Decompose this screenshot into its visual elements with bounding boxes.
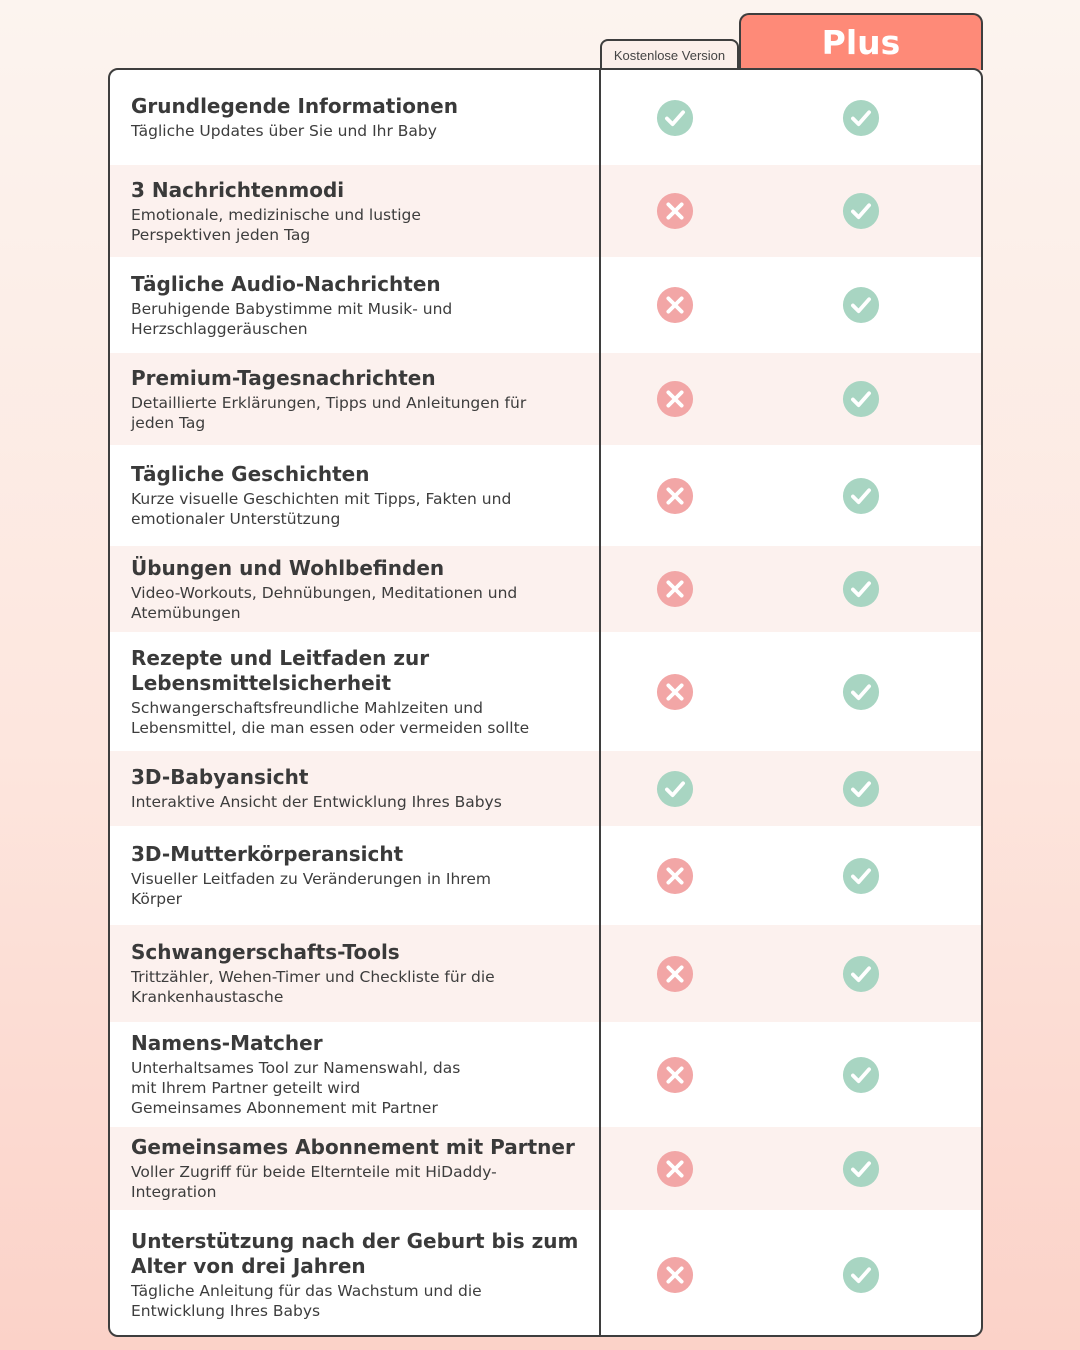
feature-text bbox=[131, 1210, 581, 1337]
feature-title: Tägliche Audio-Nachrichten bbox=[131, 271, 441, 296]
plus-availability bbox=[821, 546, 901, 632]
check-icon bbox=[842, 570, 880, 608]
feature-text bbox=[131, 70, 581, 165]
column-divider bbox=[599, 70, 601, 1335]
check-icon bbox=[656, 99, 694, 137]
feature-title: Tägliche Geschichten bbox=[131, 462, 370, 486]
cross-icon bbox=[656, 380, 694, 418]
feature-title: Rezepte und Leitfaden zur Lebensmittelsicherheit bbox=[131, 645, 430, 695]
feature-row bbox=[110, 1127, 981, 1210]
cross-icon bbox=[656, 1150, 694, 1188]
free-availability bbox=[635, 165, 715, 257]
cross-icon bbox=[656, 286, 694, 324]
feature-description bbox=[131, 792, 581, 812]
feature-description-line: Unterhaltsames Tool zur Namenswahl, das bbox=[131, 1059, 461, 1077]
feature-row bbox=[110, 1022, 981, 1127]
free-availability bbox=[635, 925, 715, 1022]
feature-row bbox=[110, 546, 981, 632]
free-availability bbox=[635, 1127, 715, 1210]
free-availability bbox=[635, 546, 715, 632]
check-icon bbox=[842, 1150, 880, 1188]
feature-title: 3D-Mutterkörperansicht bbox=[131, 842, 404, 866]
feature-text bbox=[131, 546, 581, 632]
plus-availability bbox=[821, 257, 901, 353]
feature-text bbox=[131, 445, 581, 546]
check-icon bbox=[842, 192, 880, 230]
check-icon bbox=[842, 286, 880, 324]
plus-availability bbox=[821, 165, 901, 257]
feature-text bbox=[131, 751, 581, 826]
cross-icon bbox=[656, 1256, 694, 1294]
plus-availability bbox=[821, 1210, 901, 1337]
feature-text bbox=[131, 826, 581, 925]
feature-title: Übungen und Wohlbefinden bbox=[131, 555, 445, 580]
feature-description-line: Perspektiven jeden Tag bbox=[131, 225, 311, 244]
check-icon bbox=[842, 1256, 880, 1294]
feature-description-line: Video-Workouts, Dehnübungen, Meditationen und bbox=[131, 583, 518, 602]
feature-description-line: mit Ihrem Partner geteilt wird bbox=[131, 1079, 361, 1097]
feature-description-line: Interaktive Ansicht der Entwicklung Ihres Babys bbox=[131, 793, 502, 811]
check-icon bbox=[842, 99, 880, 137]
feature-description-line: emotionaler Unterstützung bbox=[131, 510, 341, 528]
plus-availability bbox=[821, 1127, 901, 1210]
free-version-label: Kostenlose Version bbox=[613, 48, 726, 63]
feature-text bbox=[131, 632, 581, 751]
feature-row bbox=[110, 632, 981, 751]
feature-description-line: Kurze visuelle Geschichten mit Tipps, Fakten und bbox=[131, 490, 512, 508]
feature-description-line: Herzschlaggeräuschen bbox=[131, 319, 308, 338]
free-availability bbox=[635, 257, 715, 353]
check-icon bbox=[842, 380, 880, 418]
feature-title: Schwangerschafts-Tools bbox=[131, 940, 400, 964]
feature-text bbox=[131, 353, 581, 445]
feature-description bbox=[131, 489, 581, 529]
cross-icon bbox=[656, 857, 694, 895]
feature-title: Namens-Matcher bbox=[131, 1031, 323, 1055]
feature-description-line: Krankenhaustasche bbox=[131, 988, 284, 1006]
feature-text bbox=[131, 1022, 581, 1127]
feature-description bbox=[131, 698, 581, 738]
feature-title: Grundlegende Informationen bbox=[131, 94, 458, 118]
feature-description-line: Schwangerschaftsfreundliche Mahlzeiten und bbox=[131, 698, 483, 717]
feature-row bbox=[110, 445, 981, 546]
feature-description-line: Trittzähler, Wehen-Timer und Checkliste für die bbox=[131, 968, 495, 986]
feature-text bbox=[131, 165, 581, 257]
feature-title: Premium-Tagesnachrichten bbox=[131, 365, 436, 390]
cross-icon bbox=[656, 570, 694, 608]
feature-description bbox=[131, 1058, 581, 1118]
check-icon bbox=[842, 857, 880, 895]
feature-title: 3D-Babyansicht bbox=[131, 765, 309, 789]
plus-version-tab bbox=[739, 13, 983, 70]
cross-icon bbox=[656, 673, 694, 711]
feature-text bbox=[131, 257, 581, 353]
plus-version-label: Plus bbox=[821, 23, 901, 62]
feature-text bbox=[131, 925, 581, 1022]
check-icon bbox=[842, 955, 880, 993]
feature-description-line: Atemübungen bbox=[131, 603, 241, 622]
feature-description-line: Voller Zugriff für beide Elternteile mit HiDaddy- bbox=[131, 1163, 497, 1181]
feature-title: 3 Nachrichtenmodi bbox=[131, 177, 345, 202]
free-availability bbox=[635, 751, 715, 826]
plus-availability bbox=[821, 751, 901, 826]
feature-row bbox=[110, 70, 981, 165]
feature-description-line: Gemeinsames Abonnement mit Partner bbox=[131, 1099, 438, 1117]
check-icon bbox=[656, 770, 694, 808]
free-availability bbox=[635, 353, 715, 445]
cross-icon bbox=[656, 192, 694, 230]
feature-row bbox=[110, 353, 981, 445]
free-availability bbox=[635, 632, 715, 751]
plus-availability bbox=[821, 445, 901, 546]
check-icon bbox=[842, 1056, 880, 1094]
feature-description-line: Entwicklung Ihres Babys bbox=[131, 1301, 321, 1320]
feature-description-line: jeden Tag bbox=[131, 413, 206, 432]
feature-description-line: Tägliche Updates über Sie und Ihr Baby bbox=[131, 122, 437, 140]
feature-title: Gemeinsames Abonnement mit Partner bbox=[131, 1135, 575, 1159]
plus-availability bbox=[821, 826, 901, 925]
cross-icon bbox=[656, 955, 694, 993]
check-icon bbox=[842, 477, 880, 515]
feature-description-line: Beruhigende Babystimme mit Musik- und bbox=[131, 299, 453, 318]
feature-text bbox=[131, 1127, 581, 1210]
feature-row bbox=[110, 751, 981, 826]
feature-description-line: Lebensmittel, die man essen oder vermeiden sollte bbox=[131, 718, 530, 737]
feature-row bbox=[110, 925, 981, 1022]
free-availability bbox=[635, 445, 715, 546]
feature-description-line: Emotionale, medizinische und lustige bbox=[131, 205, 421, 224]
feature-description-line: Körper bbox=[131, 890, 182, 908]
feature-description bbox=[131, 1162, 581, 1202]
feature-description-line: Integration bbox=[131, 1183, 217, 1201]
free-availability bbox=[635, 1022, 715, 1127]
feature-title: Unterstützung nach der Geburt bis zum Alter von drei Jahren bbox=[131, 1228, 579, 1278]
plus-availability bbox=[821, 70, 901, 165]
feature-row bbox=[110, 1210, 981, 1337]
free-availability bbox=[635, 70, 715, 165]
feature-description-line: Tägliche Anleitung für das Wachstum und die bbox=[131, 1281, 482, 1300]
feature-description bbox=[131, 205, 581, 245]
free-availability bbox=[635, 826, 715, 925]
feature-description bbox=[131, 583, 581, 623]
cross-icon bbox=[656, 477, 694, 515]
feature-description-line: Visueller Leitfaden zu Veränderungen in Ihrem bbox=[131, 870, 491, 888]
feature-description bbox=[131, 299, 581, 339]
comparison-table bbox=[108, 68, 983, 1337]
cross-icon bbox=[656, 1056, 694, 1094]
feature-description bbox=[131, 967, 581, 1007]
plus-availability bbox=[821, 632, 901, 751]
check-icon bbox=[842, 673, 880, 711]
plus-availability bbox=[821, 353, 901, 445]
feature-description bbox=[131, 869, 581, 909]
feature-row bbox=[110, 165, 981, 257]
free-availability bbox=[635, 1210, 715, 1337]
feature-description bbox=[131, 1281, 581, 1321]
feature-row bbox=[110, 257, 981, 353]
feature-description bbox=[131, 121, 581, 141]
free-version-tab bbox=[600, 39, 739, 70]
feature-description bbox=[131, 393, 581, 433]
feature-row bbox=[110, 826, 981, 925]
feature-description-line: Detaillierte Erklärungen, Tipps und Anleitungen für bbox=[131, 393, 527, 412]
plus-availability bbox=[821, 1022, 901, 1127]
plus-availability bbox=[821, 925, 901, 1022]
check-icon bbox=[842, 770, 880, 808]
